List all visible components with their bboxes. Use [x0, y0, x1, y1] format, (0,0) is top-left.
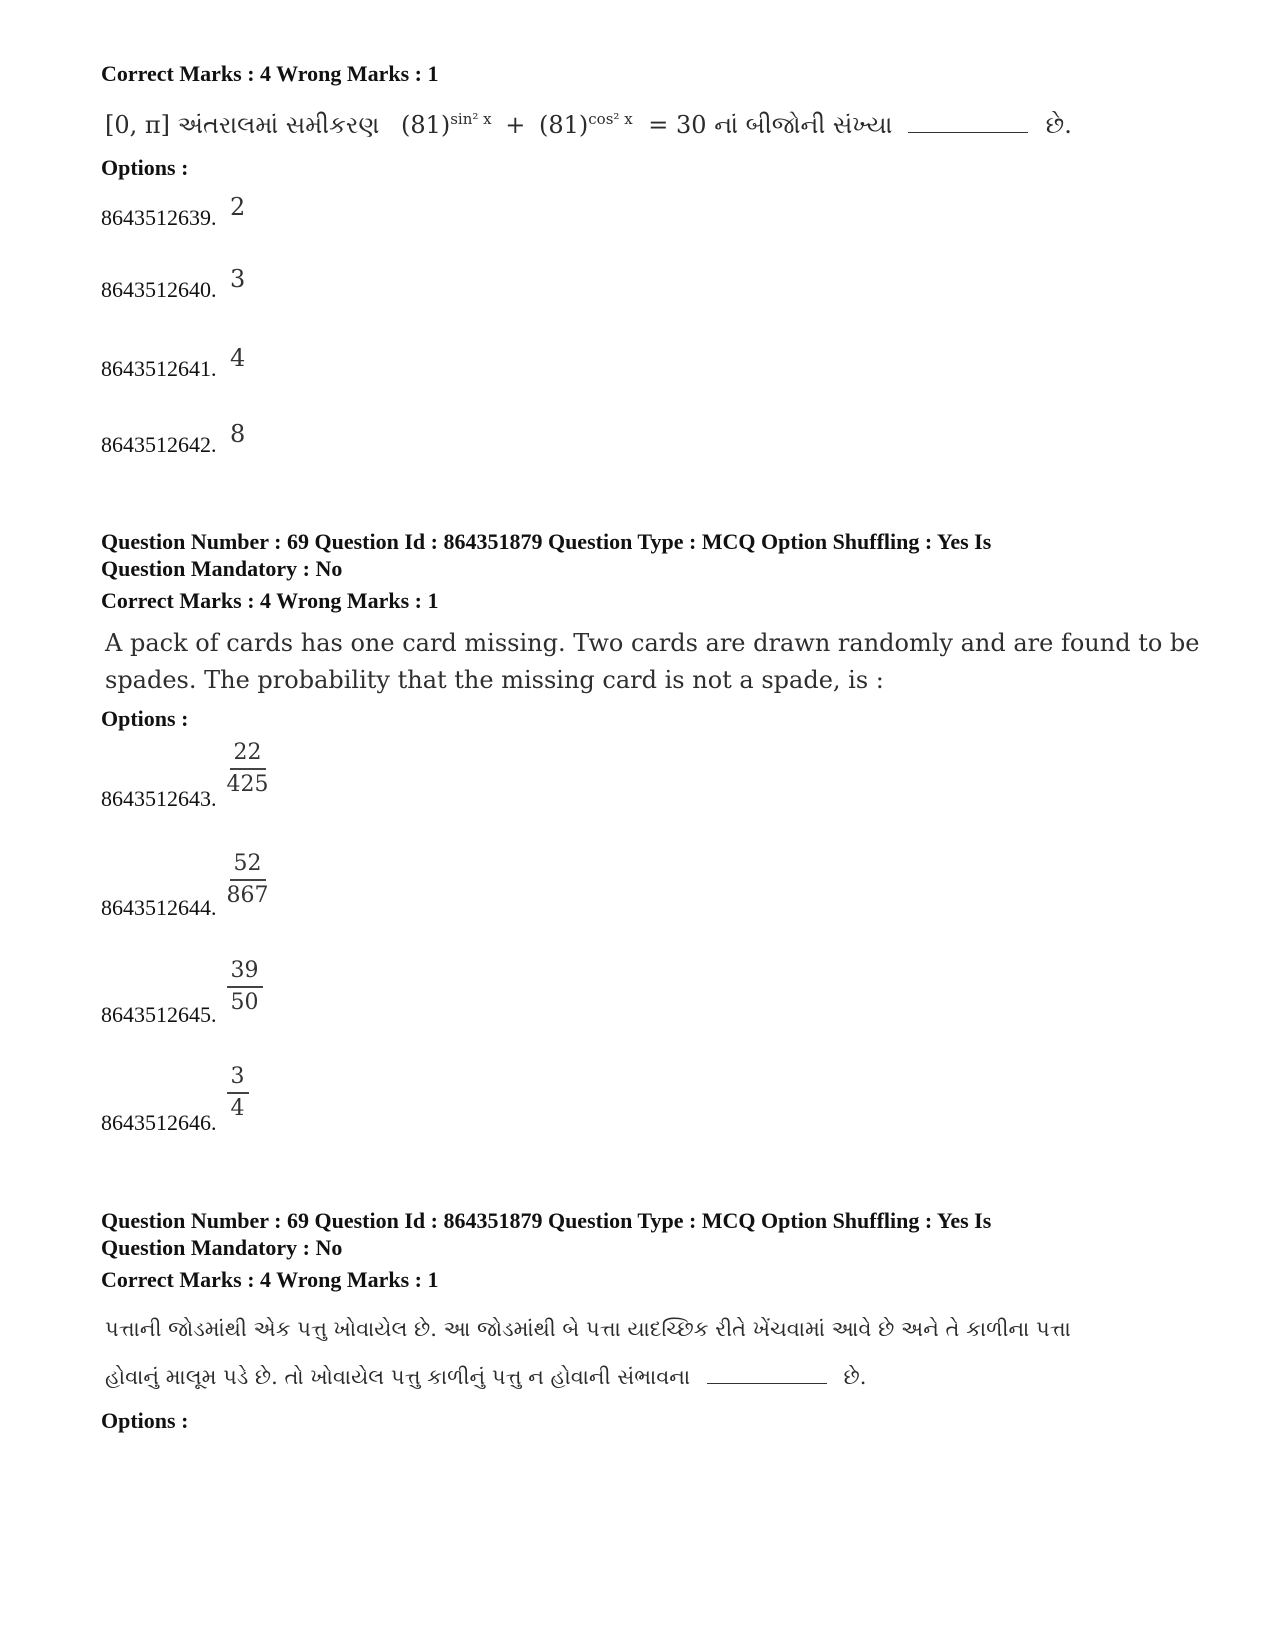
option-fraction — [227, 958, 263, 1016]
q2-options-label: Options : — [101, 706, 189, 731]
q3-options-label: Options : — [101, 1408, 189, 1433]
option-id: 8643512642. — [101, 432, 217, 457]
option-id: 8643512645. — [101, 1002, 217, 1027]
fraction-denominator: 425 — [226, 772, 269, 797]
q1-option-4[interactable] — [101, 420, 246, 458]
option-value: 4 — [230, 344, 246, 372]
q1-math-exp2: cos² x — [588, 110, 633, 128]
q3-header-line1: Question Number : 69 Question Id : 864351879 Question Type : MCQ Option Shuffling : Yes Is — [101, 1208, 992, 1233]
q3-question-line1: પત્તાની જોડમાંથી એક પત્તુ ખોવાયેલ છે. આ જોડમાંથી બે પત્તા યાદચ્છિક રીતે ખેંચવામાં આવે છે અને તે કાળીના પત્તા — [105, 1317, 1071, 1341]
q2-header-line2: Question Mandatory : No — [101, 556, 343, 581]
q1-option-2[interactable] — [101, 265, 246, 303]
fraction-numerator: 39 — [227, 958, 263, 988]
q2-question-line2: spades. The probability that the missing card is not a spade, is : — [105, 666, 884, 694]
option-fraction — [227, 851, 269, 909]
q2-option-2[interactable] — [101, 849, 269, 921]
option-value: 2 — [230, 193, 246, 221]
option-id: 8643512640. — [101, 277, 217, 302]
q3-marks: Correct Marks : 4 Wrong Marks : 1 — [101, 1267, 439, 1292]
option-value: 8 — [230, 420, 246, 448]
q1-text-suffix: નાં બીજોની સંખ્યા — [714, 111, 893, 139]
q2-question-line1: A pack of cards has one card missing. Two cards are drawn randomly and are found to be — [105, 629, 1200, 657]
q2-option-4[interactable] — [101, 1064, 249, 1136]
q2-marks: Correct Marks : 4 Wrong Marks : 1 — [101, 588, 439, 613]
q3-answer-blank — [707, 1361, 827, 1384]
q1-text-end: છે. — [1045, 111, 1072, 139]
option-id: 8643512646. — [101, 1110, 217, 1135]
fraction-numerator: 52 — [230, 851, 266, 881]
option-value: 3 — [230, 265, 246, 293]
fraction-denominator: 4 — [230, 1096, 245, 1121]
option-id: 8643512643. — [101, 786, 217, 811]
q1-answer-blank — [908, 110, 1028, 133]
q1-option-1[interactable] — [101, 193, 246, 231]
fraction-denominator: 50 — [230, 990, 259, 1015]
q3-question-line2-text: હોવાનું માલૂમ પડે છે. તો ખોવાયેલ પત્તુ કાળીનું પત્તુ ન હોવાની સંભાવના — [105, 1365, 691, 1389]
q1-question-text — [105, 100, 1072, 144]
q1-text-prefix: [0, π] અંતરાલમાં સમીકરણ — [105, 111, 380, 139]
q1-marks: Correct Marks : 4 Wrong Marks : 1 — [101, 61, 439, 86]
q3-header-line2: Question Mandatory : No — [101, 1235, 343, 1260]
fraction-numerator: 22 — [230, 740, 266, 770]
q1-math-eq: = 30 — [648, 111, 707, 139]
q2-option-1[interactable] — [101, 739, 269, 812]
q3-text-end: છે. — [843, 1365, 867, 1389]
q3-question-line2 — [105, 1358, 866, 1396]
option-fraction — [227, 740, 269, 798]
q2-option-3[interactable] — [101, 954, 263, 1028]
option-id: 8643512641. — [101, 356, 217, 381]
option-id: 8643512644. — [101, 895, 217, 920]
q1-option-3[interactable] — [101, 344, 246, 382]
q1-math-base2: (81) — [539, 111, 589, 139]
q1-math-plus: + — [505, 111, 526, 139]
q1-math-base1: (81) — [400, 111, 451, 139]
fraction-denominator: 867 — [226, 883, 269, 908]
fraction-numerator: 3 — [227, 1064, 249, 1094]
q1-options-label: Options : — [101, 155, 189, 180]
q1-math-expression — [401, 111, 714, 139]
option-fraction — [227, 1064, 249, 1122]
q1-math-exp1: sin² x — [450, 110, 492, 128]
q2-header-line1: Question Number : 69 Question Id : 864351879 Question Type : MCQ Option Shuffling : Yes Is — [101, 529, 992, 554]
option-id: 8643512639. — [101, 205, 217, 230]
